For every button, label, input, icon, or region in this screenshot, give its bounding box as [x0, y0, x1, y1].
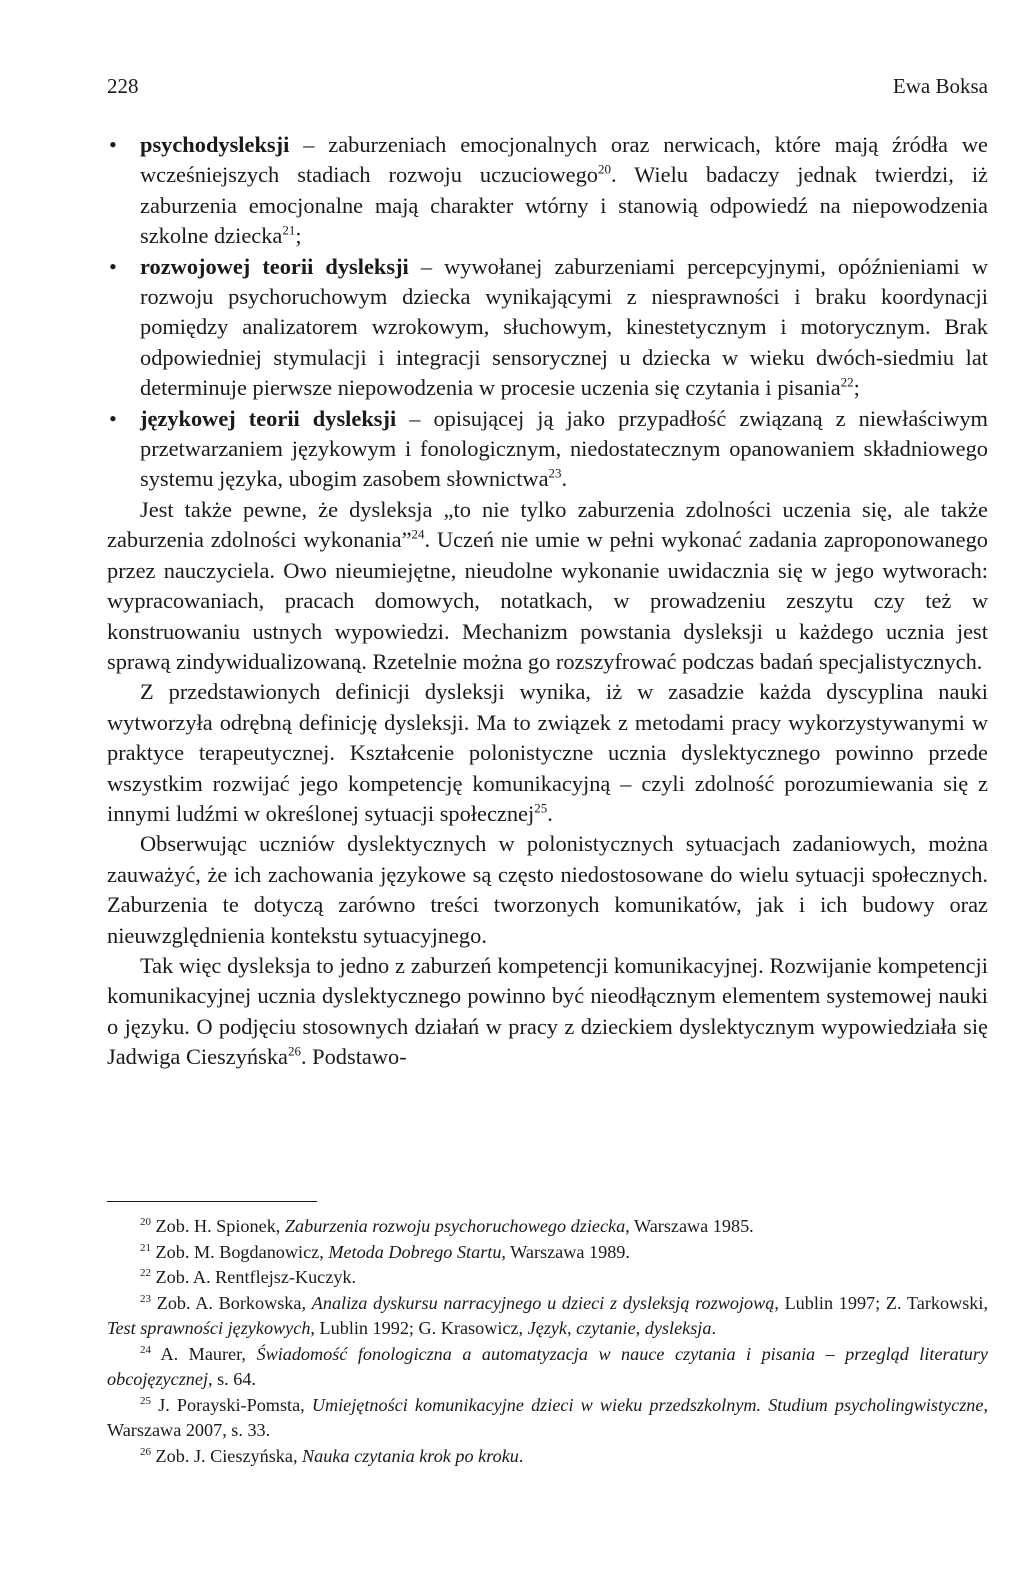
- footnote-text: J. Porayski-Pomsta,: [158, 1394, 312, 1415]
- paragraph: [107, 951, 988, 1073]
- paragraph-text: Tak więc dysleksja to jedno z zaburzeń kompetencji komunikacyjnej. Rozwijanie kompetencji komunikacyjnej ucznia dyslektycznego powinno być nieodłącznym elementem systemowej nauki o języku. O podjęciu stosownych działań w pracy z dzieckiem dyslektycznym wypowiedziała się Jadwiga Cieszyńska: [107, 952, 988, 1070]
- bullet-term: językowej teorii dysleksji: [140, 405, 397, 431]
- footnote-title: Zaburzenia rozwoju psychoruchowego dziecka: [284, 1216, 626, 1236]
- paragraph: [107, 677, 988, 829]
- bullet-text: – zaburzeniach emocjonalnych oraz nerwicach, które mają źródła we wcześniejszych stadiach rozwoju uczuciowego: [140, 132, 988, 188]
- footnote-number: 24: [140, 1343, 151, 1356]
- footnote-ref: 25: [534, 800, 548, 816]
- paragraph-text: Jest także pewne, że dysleksja „to nie tylko zaburzenia zdolności uczenia się, ale także zaburzenia zdolności wykonania”: [107, 496, 988, 553]
- bullet-end: ;: [295, 223, 302, 249]
- footnote-text: .: [518, 1445, 524, 1466]
- bullet-end: ;: [853, 375, 860, 401]
- footnote-number: 26: [140, 1445, 151, 1458]
- footnote-text: Zob. M. Bogdanowicz,: [155, 1241, 329, 1262]
- running-header: [107, 74, 988, 99]
- footnote-number: 22: [140, 1266, 151, 1279]
- footnote: [107, 1342, 988, 1393]
- footnote-ref: 23: [548, 466, 562, 481]
- footnote: [107, 1393, 988, 1444]
- paragraph-text: Z przedstawionych definicji dysleksji wynika, iż w zasadzie każda dyscyplina nauki wytworzyła odrębną definicję dysleksji. Ma to związek z metodami pracy wykorzystywanymi w praktyce terapeutycznej. Kształcenie polonistyczne ucznia dyslektycznego powinno przede wszystkim rozwijać jego kompetencję komunikacyjną – czyli zdolność porozumiewania się z innymi ludźmi w określonej sytuacji społecznej: [107, 679, 988, 826]
- paragraph: [107, 829, 988, 951]
- footnote-ref: 21: [282, 222, 296, 238]
- footnote-title: Analiza dyskursu narracyjnego u dzieci z dysleksją rozwojową: [311, 1292, 775, 1313]
- bullet-term: rozwojowej teorii dysleksji: [140, 253, 409, 279]
- footnote-ref: 26: [287, 1043, 301, 1059]
- footnote-ref: 20: [598, 161, 612, 177]
- paragraph-text: . Uczeń nie umie w pełni wykonać zadania zaproponowanego przez nauczyciela. Owo nieumiejętne, nieudolne wykonanie uwidacznia się w jego wytworach: wypracowaniach, pracach domowych, notatkach, w prowadzeniu zeszytu czy też w konstruowaniu ustnych wypowiedzi. Mechanizm powstania dysleksji u każdego ucznia jest sprawą zindywidualizowaną. Rzetelnie można go rozszyfrować podczas badań specjalistycznych.: [107, 527, 988, 674]
- bullet-text: – opisującej ją jako przypadłość związaną z niewłaściwym przetwarzaniem językowym i fonologicznym, niedostatecznym opanowaniem składniowego systemu języka, ubogim zasobem słownictwa: [140, 405, 988, 492]
- main-text: [107, 130, 988, 1073]
- footnote-number: 23: [140, 1292, 151, 1305]
- footnote-text: .: [711, 1318, 716, 1338]
- footnote-title: Umiejętności komunikacyjne dzieci w wieku przedszkolnym. Studium psycholingwistyczne: [311, 1394, 984, 1415]
- footnote: [107, 1214, 988, 1240]
- footnote-text: A. Maurer,: [160, 1343, 257, 1364]
- list-item: [107, 404, 988, 495]
- paragraph: [107, 495, 988, 677]
- bullet-text: . Wielu badaczy jednak twierdzi, iż zaburzenia emocjonalne mają charakter wtórny i stanowią odpowiedź na niepowodzenia szkolne dziecka: [140, 162, 988, 249]
- bullet-icon: •: [109, 253, 117, 279]
- footnote-title: Język, czytanie, dysleksja: [527, 1318, 712, 1338]
- footnote-text: , s. 64.: [208, 1369, 256, 1389]
- footnote-text: , Lublin 1997; Z. Tarkowski,: [774, 1292, 988, 1313]
- list-item: [107, 130, 988, 252]
- footnote: [107, 1444, 988, 1470]
- footnote-text: , Warszawa 1985.: [625, 1216, 754, 1236]
- footnote-text: , Warszawa 2007, s. 33.: [107, 1394, 988, 1440]
- paragraph-text: . Podstawo-: [300, 1044, 407, 1070]
- bullet-icon: •: [109, 405, 117, 431]
- bullet-end: .: [561, 466, 568, 492]
- footnote-ref: 22: [840, 374, 854, 390]
- footnote-text: Zob. A. Borkowska,: [156, 1292, 312, 1313]
- running-author: Ewa Boksa: [892, 74, 988, 98]
- footnote-number: 20: [140, 1215, 151, 1228]
- bullet-list: [107, 130, 988, 495]
- footnote-text: Zob. A. Rentflejsz-Kuczyk.: [155, 1267, 357, 1287]
- paragraph-text: Obserwując uczniów dyslektycznych w polonistycznych sytuacjach zadaniowych, można zauważyć, że ich zachowania językowe są często niedostosowane do wielu sytuacji społecznych. Zaburzenia te dotyczą zarówno treści tworzonych komunikatów, jak i ich budowy oraz nieuwzględnienia kontekstu sytuacyjnego.: [107, 831, 988, 948]
- footnote-text: , Warszawa 1989.: [501, 1241, 630, 1262]
- page-number: 228: [107, 74, 139, 98]
- footnote-number: 21: [140, 1241, 151, 1254]
- footnote-text: Zob. H. Spionek,: [155, 1216, 285, 1236]
- paragraph-text: .: [547, 800, 553, 826]
- footnote: [107, 1291, 988, 1342]
- footnote-ref: 24: [411, 526, 425, 542]
- footnotes: [107, 1214, 988, 1469]
- footnote: [107, 1240, 988, 1266]
- footnote-title: Nauka czytania krok po kroku: [302, 1445, 519, 1466]
- footnote-title: Świadomość fonologiczna a automatyzacja w nauce czytania i pisania – przegląd literatury obcojęzycznej: [107, 1343, 989, 1389]
- list-item: [107, 252, 988, 404]
- footnote-divider: [107, 1201, 317, 1202]
- bullet-text: – wywołanej zaburzeniami percepcyjnymi, opóźnieniami w rozwoju psychoruchowym dziecka wynikającymi z niesprawności i braku koordynacji pomiędzy analizatorem wzrokowym, słuchowym, kinestetycznym i motorycznym. Brak odpowiedniej stymulacji i integracji sensorycznej u dziecka w wieku dwóch-siedmiu lat determinuje pierwsze niepowodzenia w procesie uczenia się czytania i pisania: [140, 253, 989, 401]
- footnote-text: , Lublin 1992; G. Krasowicz,: [310, 1318, 528, 1338]
- bullet-term: psychodysleksji: [140, 132, 290, 157]
- footnote-title: Metoda Dobrego Startu: [328, 1241, 502, 1262]
- footnote: [107, 1265, 988, 1291]
- footnote-title: Test sprawności językowych: [107, 1318, 311, 1338]
- footnote-number: 25: [140, 1394, 151, 1407]
- footnote-text: Zob. J. Cieszyńska,: [155, 1445, 303, 1466]
- bullet-icon: •: [109, 132, 117, 157]
